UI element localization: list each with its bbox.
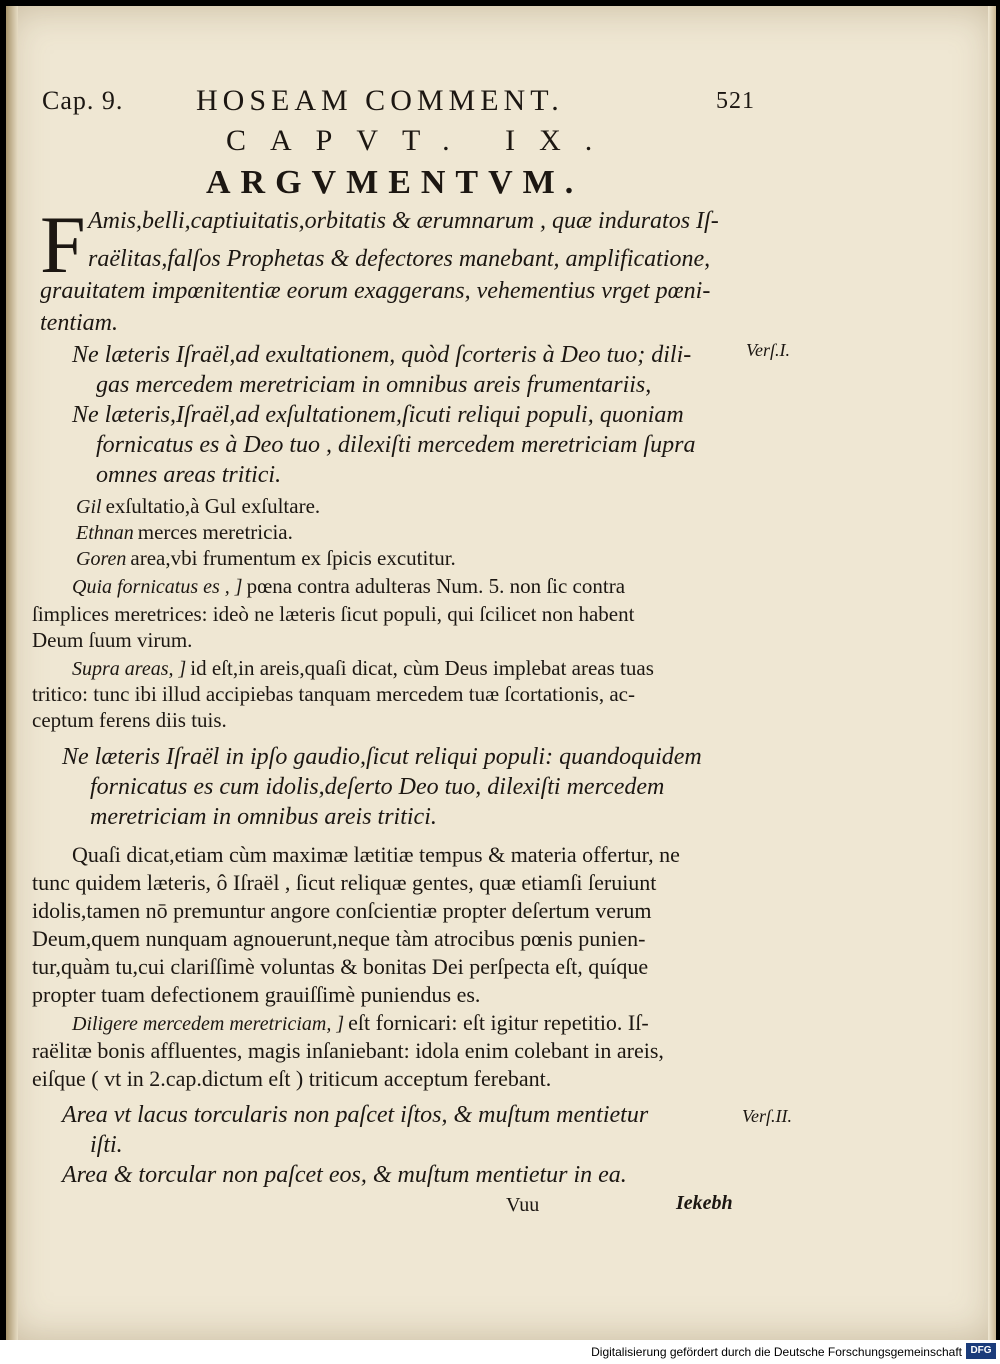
chapter-ref: Cap. 9. — [42, 86, 124, 115]
comment3-line-1 — [72, 1010, 649, 1036]
paraphrase-line-2: fornicatus es cum idolis,deſerto Deo tuo, dilexiſti mercedem — [90, 774, 665, 800]
comment2-line-1 — [72, 656, 654, 681]
verse2-a-line-2: iſti. — [90, 1132, 123, 1158]
verse1-b-line-1: Ne læteris,Iſraël,ad exſultationem,ſicuti reliqui populi, quoniam — [72, 402, 684, 428]
margin-verse-1: Verſ.I. — [746, 340, 790, 360]
page-number: 521 — [716, 88, 755, 114]
signature-mark: Vuu — [506, 1194, 540, 1216]
argument-heading: ARGVMENTVM. — [206, 164, 584, 201]
gloss-term: Gil — [76, 496, 102, 518]
gloss-text: merces meretricia. — [137, 520, 293, 544]
digitization-note: Digitalisierung gefördert durch die Deutsche Forschungsgemeinschaft — [591, 1345, 962, 1359]
comment1-line-3: Deum ſuum virum. — [32, 628, 193, 652]
argument-line-1: Amis,belli,captiuitatis,orbitatis & ærumnarum , quæ induratos Iſ- — [88, 208, 719, 234]
comment3-line-2: raëlitæ bonis affluentes, magis inſaniebant: idola enim colebant in areis, — [32, 1038, 664, 1063]
verse1-b-line-2: fornicatus es à Deo tuo , dilexiſti mercedem meretriciam ſupra — [96, 432, 696, 458]
verse1-a-line-1: Ne læteris Iſraël,ad exultationem, quòd ſcorteris à Deo tuo; dili- — [72, 342, 692, 368]
comment3-text: eſt fornicari: eſt igitur repetitio. Iſ- — [348, 1010, 649, 1035]
margin-verse-2: Verſ.II. — [742, 1106, 792, 1126]
verse2-a-line-1: Area vt lacus torcularis non paſcet iſtos, & muſtum mentietur — [62, 1102, 649, 1128]
gloss-term: Goren — [76, 548, 127, 570]
exposition-line-4: Deum,quem nunquam agnouerunt,neque tàm atrocibus pœnis punien- — [32, 926, 646, 951]
comment3-lemma: Diligere mercedem meretriciam, ] — [72, 1013, 345, 1035]
gloss-gil — [76, 494, 320, 519]
comment1-lemma: Quia fornicatus es , ] — [72, 576, 243, 598]
verse1-a-line-2: gas mercedem meretriciam in omnibus areis frumentariis, — [96, 372, 652, 398]
paraphrase-line-3: meretriciam in omnibus areis tritici. — [90, 804, 437, 830]
comment2-lemma: Supra areas, ] — [72, 658, 187, 680]
paraphrase-line-1: Ne læteris Iſraël in ipſo gaudio,ſicut reliqui populi: quandoquidem — [62, 744, 702, 770]
comment1-line-2: ſimplices meretrices: ideò ne læteris ſicut populi, qui ſcilicet non habent — [32, 602, 635, 626]
page-gutter-shadow — [6, 6, 18, 1340]
drop-cap: F — [40, 199, 86, 290]
page-edge — [988, 6, 996, 1340]
dfg-logo-icon: DFG — [966, 1343, 996, 1359]
comment2-line-2: tritico: tunc ibi illud accipiebas tanquam mercedem tuæ ſcortationis, ac- — [32, 682, 635, 706]
exposition-line-2: tunc quidem læteris, ô Iſraël , ſicut reliquæ gentes, quæ etiamſi ſeruiunt — [32, 870, 657, 895]
argument-line-4: tentiam. — [40, 310, 118, 336]
gloss-ethnan — [76, 520, 293, 545]
gloss-term: Ethnan — [76, 522, 134, 544]
comment3-line-3: eiſque ( vt in 2.cap.dictum eſt ) triticum acceptum ferebant. — [32, 1066, 552, 1091]
comment2-text: id eſt,in areis,quaſi dicat, cùm Deus implebat areas tuas — [190, 656, 654, 680]
exposition-line-5: tur,quàm tu,cui clariſſimè voluntas & bonitas Dei perſpecta eſt, quíque — [32, 954, 649, 979]
comment1-text: pœna contra adulteras Num. 5. non ſic contra — [246, 574, 626, 598]
argument-line-2: raëlitas,falſos Prophetas & defectores manebant, amplificatione, — [88, 246, 711, 272]
exposition-line-6: propter tuam defectionem grauiſſimè puniendus es. — [32, 982, 481, 1007]
book-page — [6, 6, 996, 1340]
verse1-b-line-3: omnes areas tritici. — [96, 462, 282, 488]
exposition-line-1: Quaſi dicat,etiam cùm maximæ lætitiæ tempus & materia offertur, ne — [72, 842, 680, 867]
verse2-b: Area & torcular non paſcet eos, & muſtum mentietur in ea. — [62, 1162, 627, 1188]
gloss-text: area,vbi frumentum ex ſpicis excutitur. — [130, 546, 456, 570]
exposition-line-3: idolis,tamen nō premuntur angore conſcientiæ propter deſertum verum — [32, 898, 652, 923]
comment2-line-3: ceptum ferens diis tuis. — [32, 708, 227, 732]
catchword: Iekebh — [676, 1192, 733, 1214]
gloss-text: exſultatio,à Gul exſultare. — [105, 494, 321, 518]
running-title: HOSEAM COMMENT. — [196, 84, 564, 117]
gloss-goren — [76, 546, 456, 571]
chapter-title: CAPVT. IX. — [226, 124, 617, 157]
argument-line-3: grauitatem impœnitentiæ eorum exaggerans, vehementius vrget pœni- — [40, 278, 711, 304]
comment1-line-1 — [72, 574, 625, 599]
